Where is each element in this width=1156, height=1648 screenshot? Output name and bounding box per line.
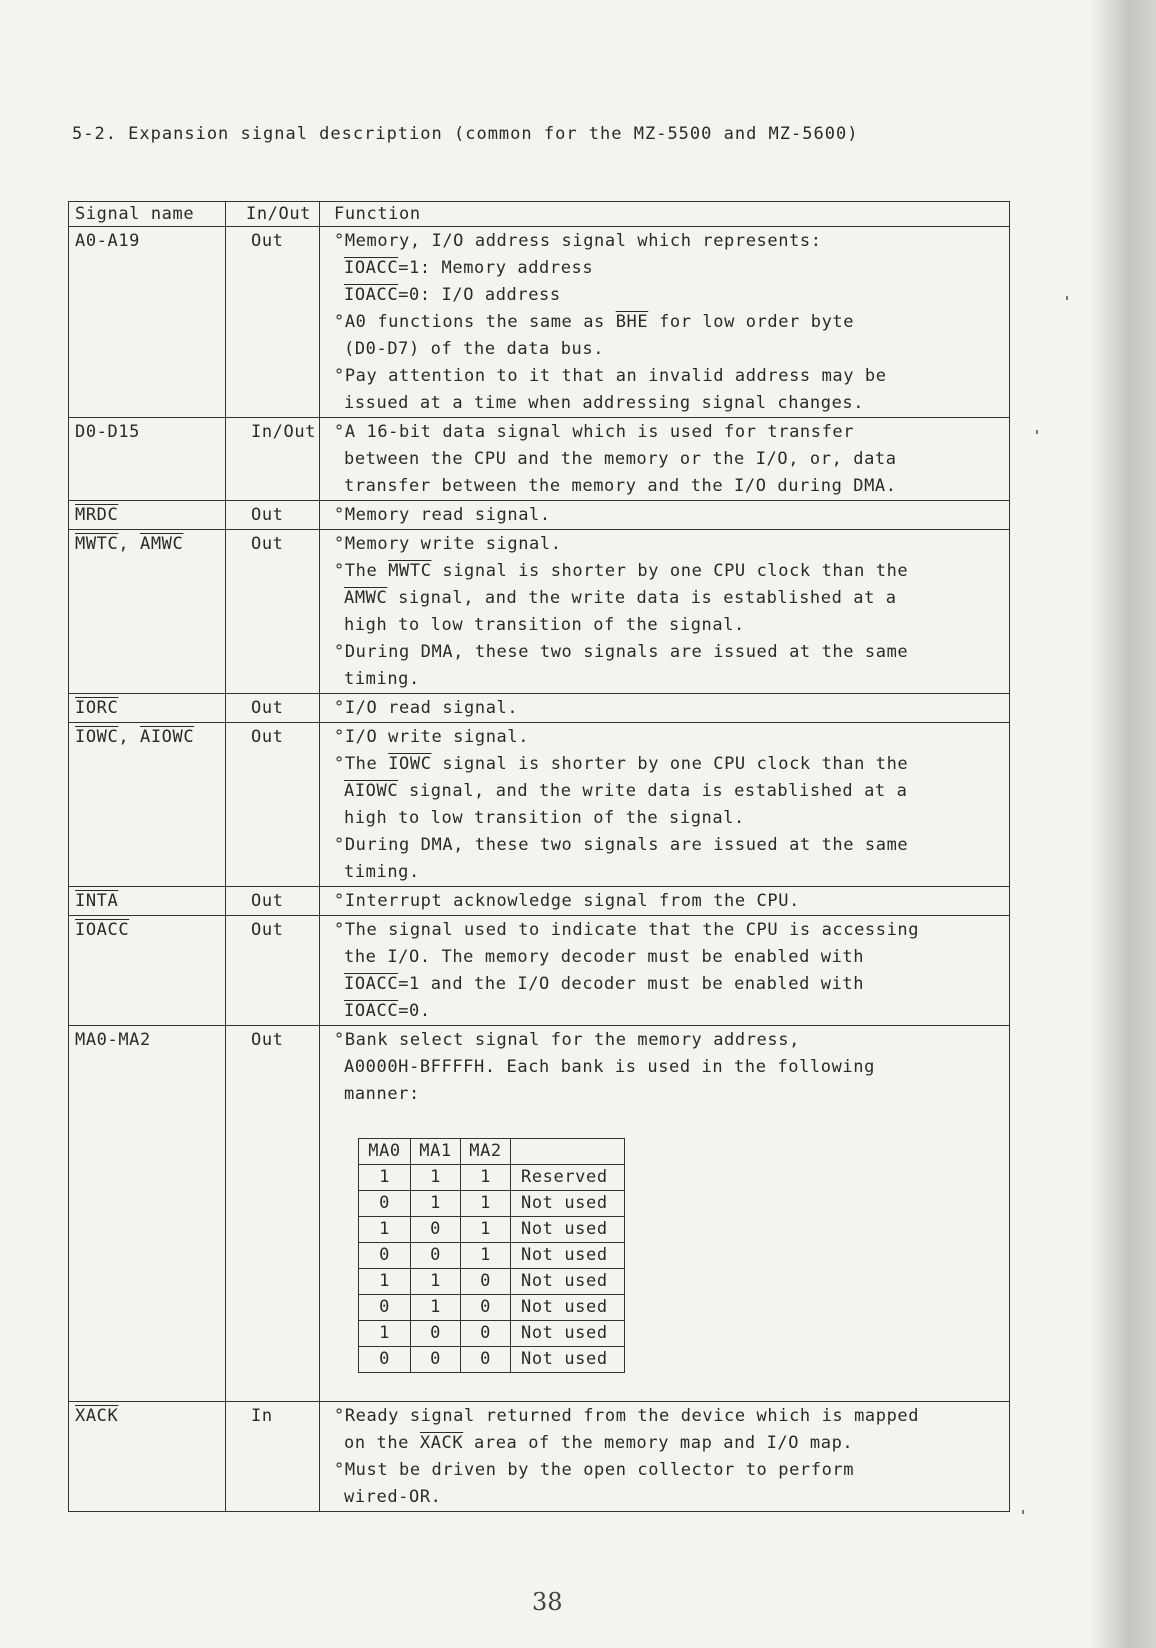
bank-cell: 1 (359, 1269, 411, 1295)
bank-row (359, 1347, 625, 1373)
page-number: 38 (532, 1588, 563, 1616)
table-row (69, 1026, 1010, 1402)
bank-row (359, 1295, 625, 1321)
signal-name: IOACC (69, 916, 226, 1026)
signal-name: IORC (69, 694, 226, 723)
bank-header-row (359, 1139, 625, 1165)
scan-speck (1022, 1510, 1024, 1514)
header-function: Function (320, 202, 1010, 227)
page-edge-shadow (1090, 0, 1156, 1648)
bank-usage: Not used (511, 1217, 625, 1243)
signal-direction: Out (226, 887, 320, 916)
signal-table (68, 201, 1010, 1512)
bank-cell: 0 (461, 1321, 511, 1347)
table-row (69, 1402, 1010, 1512)
signal-name: INTA (69, 887, 226, 916)
bank-cell: 1 (359, 1217, 411, 1243)
bank-cell: 1 (461, 1165, 511, 1191)
signal-function: °The signal used to indicate that the CPU is accessing the I/O. The memory decoder must be enabled with IOACC=1 and the I/O decoder must be enabled with IOACC=0. (320, 916, 1010, 1026)
signal-direction: In/Out (226, 418, 320, 501)
signal-function: °I/O read signal. (320, 694, 1010, 723)
bank-cell: 1 (411, 1191, 461, 1217)
signal-name: D0-D15 (69, 418, 226, 501)
scan-speck (1036, 430, 1038, 434)
bank-cell: 0 (411, 1217, 461, 1243)
bank-cell: 1 (411, 1295, 461, 1321)
scan-speck (1066, 296, 1068, 300)
bank-cell: 0 (359, 1191, 411, 1217)
signal-function: °I/O write signal. °The IOWC signal is shorter by one CPU clock than the AIOWC signal, and the write data is established at a high to low transition of the signal. °During DMA, these two signals are issued at the same timing. (320, 723, 1010, 887)
bank-usage: Not used (511, 1347, 625, 1373)
table-row (69, 418, 1010, 501)
signal-name: MRDC (69, 501, 226, 530)
table-row (69, 501, 1010, 530)
header-signal-name: Signal name (69, 202, 226, 227)
bank-select-table (358, 1138, 625, 1373)
signal-function: °Memory read signal. (320, 501, 1010, 530)
signal-name: IOWC, AIOWC (69, 723, 226, 887)
signal-direction: Out (226, 530, 320, 694)
section-heading: 5-2. Expansion signal description (common for the MZ-5500 and MZ-5600) (72, 124, 859, 144)
bank-usage: Not used (511, 1295, 625, 1321)
bank-cell: 0 (411, 1243, 461, 1269)
signal-function: °Bank select signal for the memory address, A0000H-BFFFFH. Each bank is used in the following manner: MA0 MA1 MA2 1 1 1 Reserved 0 1 1 Not used 1 0 1 Not used 0 0 1 Not used 1 1 0 Not used 0 1 0 Not used 1 0 0 Not used 0 0 0 Not used (320, 1026, 1010, 1402)
bank-cell: 0 (461, 1295, 511, 1321)
signal-name: MA0-MA2 (69, 1026, 226, 1402)
bank-cell: 0 (411, 1347, 461, 1373)
header-in-out: In/Out (226, 202, 320, 227)
signal-name: MWTC, AMWC (69, 530, 226, 694)
signal-direction: Out (226, 916, 320, 1026)
signal-direction: In (226, 1402, 320, 1512)
table-row (69, 916, 1010, 1026)
bank-usage: Not used (511, 1191, 625, 1217)
bank-cell: 0 (461, 1269, 511, 1295)
bank-cell: 1 (461, 1217, 511, 1243)
signal-direction: Out (226, 227, 320, 418)
signal-name: XACK (69, 1402, 226, 1512)
signal-function: °Interrupt acknowledge signal from the CPU. (320, 887, 1010, 916)
bank-cell: 0 (359, 1295, 411, 1321)
bank-row (359, 1217, 625, 1243)
bank-cell: 1 (461, 1191, 511, 1217)
bank-usage: Not used (511, 1321, 625, 1347)
signal-direction: Out (226, 501, 320, 530)
signal-name: A0-A19 (69, 227, 226, 418)
bank-table-wrapper (358, 1138, 1005, 1373)
signal-direction: Out (226, 1026, 320, 1402)
bank-row (359, 1191, 625, 1217)
signal-direction: Out (226, 694, 320, 723)
table-header-row (69, 202, 1010, 227)
bank-cell: 1 (359, 1165, 411, 1191)
signal-function: °Memory, I/O address signal which represents: IOACC=1: Memory address IOACC=0: I/O address °A0 functions the same as $\overline{BHE}$ for low order byte (D0-D7) of the data bus. °Pay attention to it that an invalid address may be issued at a time when addressing signal changes. (320, 227, 1010, 418)
bank-cell: 0 (359, 1347, 411, 1373)
bank-header-cell (511, 1139, 625, 1165)
table-row (69, 694, 1010, 723)
bank-cell: 1 (461, 1243, 511, 1269)
table-row (69, 530, 1010, 694)
bank-row (359, 1243, 625, 1269)
bank-cell: 0 (359, 1243, 411, 1269)
bank-row (359, 1165, 625, 1191)
bank-cell: 0 (461, 1347, 511, 1373)
bank-cell: 0 (411, 1321, 461, 1347)
bank-cell: 1 (411, 1165, 461, 1191)
bank-row (359, 1321, 625, 1347)
bank-usage: Not used (511, 1243, 625, 1269)
bank-cell: 1 (359, 1321, 411, 1347)
bank-header-cell: MA0 (359, 1139, 411, 1165)
table-row (69, 887, 1010, 916)
signal-function: °Memory write signal. °The MWTC signal is shorter by one CPU clock than the AMWC signal, and the write data is established at a high to low transition of the signal. °During DMA, these two signals are issued at the same timing. (320, 530, 1010, 694)
bank-usage: Not used (511, 1269, 625, 1295)
table-row (69, 723, 1010, 887)
table-row (69, 227, 1010, 418)
bank-row (359, 1269, 625, 1295)
signal-function: °A 16-bit data signal which is used for transfer between the CPU and the memory or the I/O, or, data transfer between the memory and the I/O during DMA. (320, 418, 1010, 501)
signal-direction: Out (226, 723, 320, 887)
signal-function: °Ready signal returned from the device which is mapped on the XACK area of the memory map and I/O map. °Must be driven by the open collector to perform wired-OR. (320, 1402, 1010, 1512)
bank-usage: Reserved (511, 1165, 625, 1191)
bank-header-cell: MA1 (411, 1139, 461, 1165)
bank-header-cell: MA2 (461, 1139, 511, 1165)
bank-cell: 1 (411, 1269, 461, 1295)
